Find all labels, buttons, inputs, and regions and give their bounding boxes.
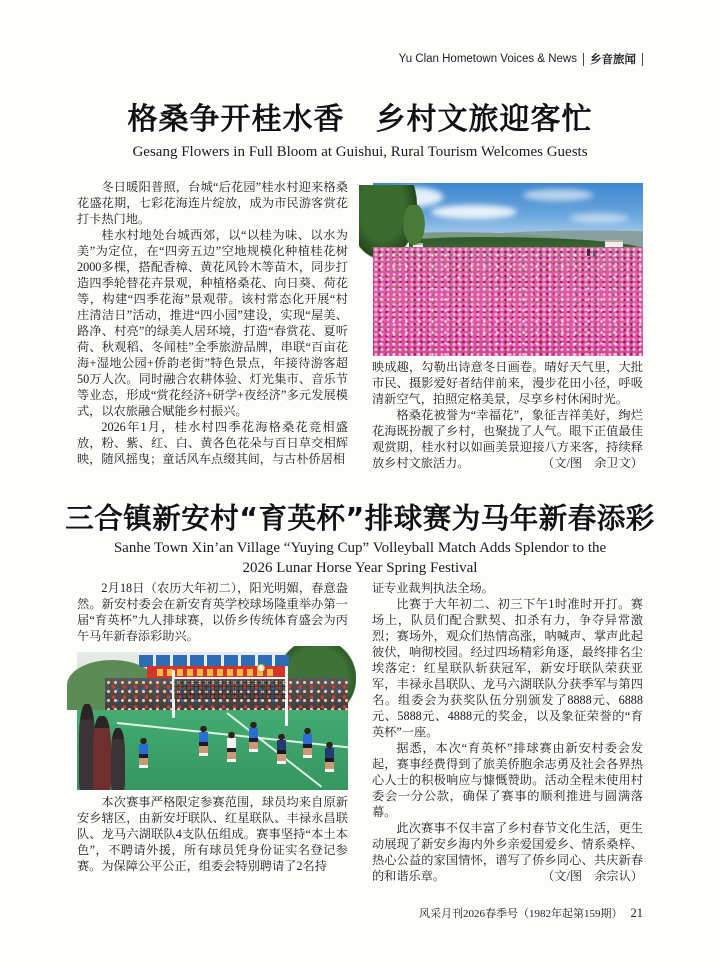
article2-title: 三合镇新安村“育英杯”排球赛为马年新春添彩 bbox=[65, 502, 655, 535]
cloud bbox=[431, 205, 517, 219]
article2-subtitle bbox=[0, 538, 720, 578]
article2-paragraph: 2月18日（农历大年初二），阳光明媚，春意盎然。新安村委会在新安育英学校球场隆重举办第一届“育英杯”九人排球赛，以侨乡传统体育盛会为丙午马年新春添彩助兴。 bbox=[77, 581, 348, 643]
section-name-chinese: 乡音旅闻 bbox=[590, 52, 636, 66]
article2-left-column-bottom bbox=[77, 794, 348, 876]
visitor bbox=[587, 249, 590, 256]
header-divider bbox=[583, 53, 584, 66]
article2-right-column bbox=[372, 580, 643, 883]
article2-byline: （文/图 余宗认） bbox=[542, 869, 643, 883]
player bbox=[139, 738, 148, 768]
article1-byline: （文/图 余卫文） bbox=[542, 456, 643, 470]
article1-paragraph bbox=[372, 407, 643, 471]
tall-trees bbox=[399, 205, 429, 253]
player bbox=[249, 722, 258, 752]
article2-paragraph: 比赛于大年初二、初三下午1时准时开打。赛场上，队员们配合默契、扣杀有力，争夺异常激烈；赛场外，观众们热情高涨，呐喊声、掌声此起彼伏，响彻校园。经过四场精彩角逐，最终排名尘埃落定：红星联队斩获冠军，新安圩联队荣获亚军，丰禄永昌联队、龙马六湖联队分获季军与第四名。组委会为获奖队伍分别颁发了8888元、6888元、5888元、4888元的奖金，以及象征荣誉的“育英杯”一座。 bbox=[372, 597, 643, 739]
volleyball-net bbox=[174, 677, 286, 699]
article1-paragraph: 桂水村地处台城西郊，以“以桂为味、以水为美”为定位，在“四旁五边”空地规模化种植桂花树2000多棵，搭配香樟、黄花风铃木等苗木，同步打造四季轮替花卉景观，种植格桑花、向日葵、荷花等，构建“四季花海”景观带。该村常态化开展“村庄清洁日”活动，推进“四小园”建设，实现“屋美、路净、村亮”的绿美人居环境，打造“春赏花、夏听荷、秋观稻、冬闻桂”全季旅游品牌，串联“百亩花海+湿地公园+侨韵老街”特色景点，年接待游客超50万人次。同时融合农耕体验、灯光集市、音乐节等业态，形成“赏花经济+研学+夜经济”多元发展模式，以农旅融合赋能乡村振兴。 bbox=[77, 228, 348, 418]
page-footer bbox=[419, 905, 643, 922]
visitor bbox=[593, 250, 596, 257]
article1-right-column bbox=[372, 359, 643, 487]
player bbox=[277, 734, 286, 764]
article1-paragraph-continued: 映成趣，勾勒出诗意冬日画卷。晴好天气里，大批市民、摄影爱好者结伴前来，漫步花田小径，呼吸清新空气，拍照定格美景，尽享乡村休闲时光。 bbox=[372, 360, 643, 406]
article2-subtitle-line: Sanhe Town Xin’an Village “Yuying Cup” Volleyball Match Adds Splendor to the bbox=[113, 540, 607, 556]
page-number: 21 bbox=[630, 906, 643, 920]
player bbox=[325, 742, 334, 772]
article1-title: 格桑争开桂水香 乡村文旅迎客忙 bbox=[127, 102, 593, 137]
spectator bbox=[93, 716, 111, 790]
article2-paragraph: 据悉，本次“育英杯”排球赛由新安村委会发起，赛事经费得到了旅美侨胞余志勇及社会各界热心人士的积极响应与慷慨赞助。活动全程未使用村委会一分公款，确保了赛事的顺利推进与圆满落幕。 bbox=[372, 741, 643, 819]
issue-info: 风采月刊2026春季号（1982年起第159期） bbox=[419, 908, 623, 920]
volleyball-match-photo bbox=[77, 652, 348, 790]
article2-left-column-top bbox=[77, 580, 348, 646]
article1-paragraph: 冬日暖阳普照，台城“后花园”桂水村迎来格桑花盛花期，七彩花海连片绽放，成为市民游客赏花打卡热门地。 bbox=[77, 180, 348, 226]
volleyball bbox=[257, 664, 265, 672]
cloud bbox=[523, 189, 593, 201]
section-name-english: Yu Clan Hometown Voices & News bbox=[398, 53, 577, 65]
article2-subtitle-line: 2026 Lunar Horse Year Spring Festival bbox=[242, 560, 478, 576]
article1-paragraph: 2026年1月，桂水村四季花海格桑花竞相盛放，粉、紫、红、白、黄各色花朵与百日草交相辉映，随风摇曳；童话风车点缀其间，与古朴侨居相 bbox=[77, 420, 348, 466]
header-divider bbox=[642, 53, 643, 66]
article2-paragraph bbox=[372, 820, 643, 884]
article2-paragraph-continued: 证专业裁判执法全场。 bbox=[372, 581, 494, 595]
player bbox=[199, 726, 208, 756]
gesang-flower-field bbox=[373, 247, 643, 356]
player bbox=[303, 728, 312, 758]
flower-field-photo bbox=[373, 183, 643, 356]
spectator bbox=[111, 728, 125, 790]
article1-paragraph-text: 格桑花被誉为“幸福花”，象征吉祥美好，绚烂花海既扮靓了乡村，也聚拢了人气。眼下正值最佳观赏期，桂水村以如画美景迎接八方来客，持续释放乡村文旅活力。 bbox=[372, 408, 643, 470]
article2-paragraph: 本次赛事严格限定参赛范围，球员均来自原新安乡辖区，由新安圩联队、红星联队、丰禄永昌联队、龙马六湖联队4支队伍组成。赛事坚持“本土本色”，不聘请外援，所有球员凭身份证实名登记参赛。为保障公平公正，组委会特别聘请了2名持 bbox=[77, 795, 348, 873]
section-header bbox=[399, 51, 643, 67]
article1-subtitle: Gesang Flowers in Full Bloom at Guishui, Rural Tourism Welcomes Guests bbox=[132, 144, 588, 160]
article2-paragraph-text: 此次赛事不仅丰富了乡村春节文化生活，更生动展现了新安乡海内外乡亲爱国爱乡、情系桑梓、热心公益的家国情怀，谱写了侨乡同心、共庆新春的和谐乐章。 bbox=[372, 821, 643, 883]
player bbox=[227, 732, 236, 762]
cloud bbox=[569, 213, 629, 223]
article1-left-column bbox=[77, 179, 348, 485]
